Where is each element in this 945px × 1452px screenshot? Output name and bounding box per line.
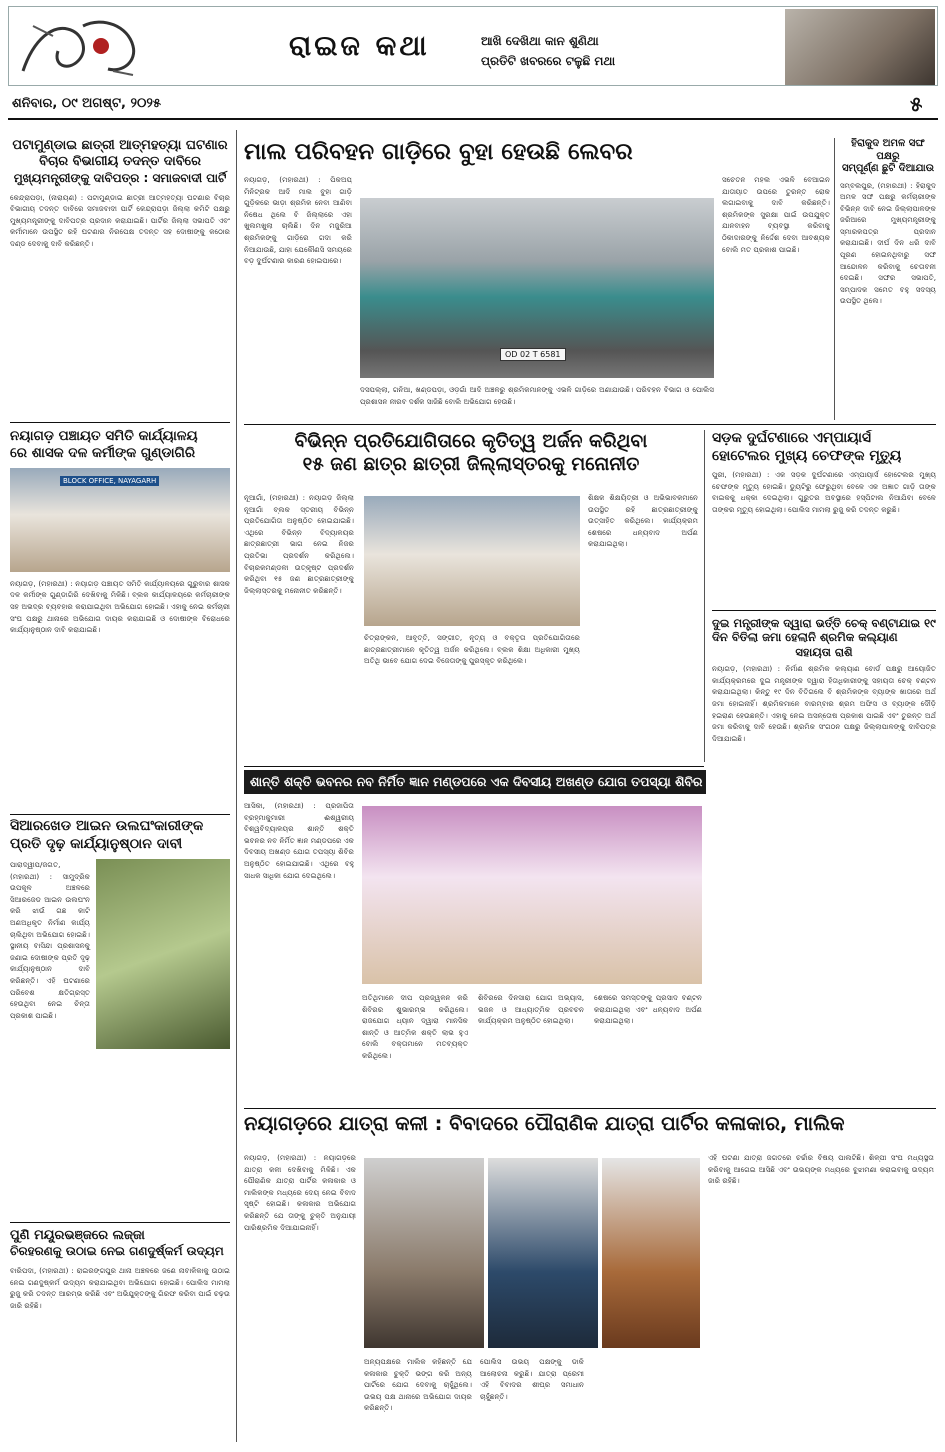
article-rule [10, 1222, 230, 1223]
headline-line: ନୟାଗଡ଼ ପଞ୍ଚାୟତ ସମିତି କାର୍ଯ୍ୟାଳୟ [10, 428, 198, 444]
article-workers [712, 616, 936, 1100]
article-jatra-body-3: ପୋଲିସ ଉଭୟ ପକ୍ଷଙ୍କୁ ଡାକି ଆଲୋଚନା କରୁଛି। ଯାତ୍ରା ପ୍ରେମୀ ଏହି ବିବାଦର ଶୀଘ୍ର ସମାଧାନ ଚାହୁଁଛନ୍ତି। [480, 1357, 584, 1401]
yoga-camp-photo [362, 806, 702, 984]
article-nayagarh-block-body: ନୟାଗଡ଼, (ମହାରଥୀ) : ନୟାଗଡ଼ ପଞ୍ଚାୟତ ସମିତି କାର୍ଯ୍ୟାଳୟରେ ଗୁରୁବାର ଶାସକ ଦଳ କର୍ମୀଙ୍କ ଗୁଣ୍ଡାଗିରି ଦେଖିବାକୁ ମିଳିଛି। ବ୍ଲକ କାର୍ଯ୍ୟାଳୟରେ କର୍ମଚାରୀଙ୍କ ସହ ଅଭଦ୍ର ବ୍ୟବହାର କରାଯାଇଥିବା ଅଭିଯୋଗ ହୋଇଛି। ଏହାକୁ ନେଇ କର୍ମଚାରୀ ସଂଘ ପକ୍ଷରୁ ଥାନାରେ ଅଭିଯୋଗ ଦାୟର କରାଯାଇଛି ଓ ଦୋଷୀଙ୍କ ବିରୋଧରେ କାର୍ଯ୍ୟାନୁଷ୍ଠାନ ଦାବି କରାଯାଇଛି। [10, 578, 230, 635]
header-rule [8, 118, 938, 120]
article-mayurbhanj-body: ବାରିପଦା, (ମହାରଥୀ) : ରାଇରଙ୍ଗପୁର ଥାନା ଅଞ୍ଚଳରେ ଜଣେ ନାବାଳିକାକୁ ଉଠାଇ ନେଇ ଗଣଦୁଷ୍କର୍ମ ଉଦ୍ୟମ କରାଯାଇଥିବା ଅଭିଯୋଗ ହୋଇଛି। ପୋଲିସ ମାମଲା ରୁଜୁ କରି ତଦନ୍ତ ଆରମ୍ଭ କରିଛି ଏବଂ ଅଭିଯୁକ୍ତଙ୍କୁ ଗିରଫ କରିବା ପାଇଁ ଚଢ଼ଉ ଜାରି ରହିଛି। [10, 1266, 230, 1311]
article-nayagarh-block-headline [10, 428, 230, 462]
article-students-body-3: ଶିକ୍ଷକ ଶିକ୍ଷୟିତ୍ରୀ ଓ ଅଭିଭାବକମାନେ ଉପସ୍ଥିତ ରହି ଛାତ୍ରଛାତ୍ରୀଙ୍କୁ ଉତ୍ସାହିତ କରିଥିଲେ। କାର୍ଯ୍ୟକ୍ରମ ଶେଷରେ ଧନ୍ୟବାଦ ଅର୍ପଣ କରାଯାଇଥିଲା। [588, 493, 698, 549]
article-mayurbhanj [10, 1228, 230, 1442]
column-divider [834, 138, 835, 420]
headline-line: ପୁଣି ମୟୂରଭଞ୍ଜରେ ଲଜ୍ଜା [10, 1228, 145, 1243]
masthead-logo-art [13, 11, 143, 81]
labour-truck-photo [360, 198, 714, 378]
article-workers-body: ନୟାଗଡ଼, (ମହାରଥୀ) : ନିର୍ମାଣ ଶ୍ରମିକ କଲ୍ୟାଣ ବୋର୍ଡ ପକ୍ଷରୁ ଆୟୋଜିତ କାର୍ଯ୍ୟକ୍ରମରେ ଦୁଇ ମନ୍ତ୍ରୀଙ୍କ ଦ୍ୱାରା ହିତାଧିକାରୀଙ୍କୁ ସହାୟତା ଚେକ୍ ବଣ୍ଟନ କରାଯାଇଥିଲା। କିନ୍ତୁ ୧୯ ଦିନ ବିତିଗଲେ ବି ଶ୍ରମିକଙ୍କ ବ୍ୟାଙ୍କ ଖାତାରେ ଅର୍ଥ ଜମା ହୋଇନାହିଁ। ଶ୍ରମିକମାନେ ବାରମ୍ବାର ଶ୍ରମ ଅଫିସ ଓ ବ୍ୟାଙ୍କ ଦୌଡ଼ି ହଇରାଣ ହେଉଛନ୍ତି। ଏହାକୁ ନେଇ ଅସନ୍ତୋଷ ପ୍ରକାଶ ପାଇଛି ଏବଂ ତୁରନ୍ତ ଅର୍ଥ ଜମା କରିବାକୁ ଦାବି ହେଉଛି। ଶ୍ରମିକ ସଂଗଠନ ପକ୍ଷରୁ ଜିଲ୍ଲାପାଳଙ୍କୁ ଦାବିପତ୍ର ଦିଆଯାଇଛି। [712, 664, 936, 743]
article-labour-headline: ମାଲ ପରିବହନ ଗାଡ଼ିରେ ବୁହା ହେଉଛି ଲେବର [244, 139, 633, 165]
masthead-title: ରାଇଜ କଥା [289, 29, 430, 62]
masthead-tagline-line-2: ପ୍ରତିଟି ଖବରରେ ଟଳୁଛି ମଥା [481, 54, 616, 68]
article-students-body-1: ନୂଆଗାଁ, (ମହାରଥୀ) : ନୟାଗଡ଼ ଜିଲ୍ଲା ନୂଆଗାଁ ବ୍ଲକ ସ୍ତରୀୟ ବିଭିନ୍ନ ପ୍ରତିଯୋଗିତା ଅନୁଷ୍ଠିତ ହୋଇଯାଇଛି। ଏଥିରେ ବିଭିନ୍ନ ବିଦ୍ୟାଳୟର ଛାତ୍ରଛାତ୍ରୀ ଭାଗ ନେଇ ନିଜର ପ୍ରତିଭା ପ୍ରଦର୍ଶନ କରିଥିଲେ। ବିଚାରକମଣ୍ଡଳୀ ଉତ୍କୃଷ୍ଟ ପ୍ରଦର୍ଶନ କରିଥିବା ୧୫ ଜଣ ଛାତ୍ରଛାତ୍ରୀଙ୍କୁ ଜିଲ୍ଲାସ୍ତରକୁ ମନୋନୀତ କରିଛନ୍ତି। [244, 493, 354, 595]
article-rule [10, 814, 230, 815]
tree-cutting-photo [96, 859, 230, 1049]
article-labour-body-3: ସଚେତନ ମହଲ ଏଭଳି ବେଆଇନ ଯାତାୟାତ ଉପରେ ତୁରନ୍ତ ରୋକ ଲଗାଇବାକୁ ଦାବି କରିଛନ୍ତି। ଶ୍ରମିକଙ୍କ ସୁରକ୍ଷା ପାଇଁ ଉପଯୁକ୍ତ ଯାନବାହନ ବ୍ୟବସ୍ଥା କରିବାକୁ ଠିକାଦାରଙ୍କୁ ନିର୍ଦ୍ଦେଶ ଦେବା ଆବଶ୍ୟକ ବୋଲି ମତ ପ୍ରକାଶ ପାଇଛି। [722, 175, 830, 254]
article-labour-body-2: ଦସପଲ୍ଲା, ଗନିଆ, ଖଣ୍ଡପଡ଼ା, ଓଡ଼ଗାଁ ଆଦି ଅଞ୍ଚଳରୁ ଶ୍ରମିକମାନଙ୍କୁ ଏଭଳି ଗାଡ଼ିରେ ଅଣାଯାଉଛି। ପରିବହନ ବିଭାଗ ଓ ପୋଲିସ ପ୍ରଶାସନ ନୀରବ ଦର୍ଶକ ସାଜିଛି ବୋଲି ଅଭିଯୋଗ ହେଉଛି। [360, 385, 714, 406]
article-patamundai-headline [10, 138, 230, 186]
headline-line: ସିଆରଖେଡ ଆଇନ ଉଲଘଂକାରୀଙ୍କ [10, 818, 204, 834]
article-yoga-body-1: ଆସିକା, (ମହାରଥୀ) : ପ୍ରଜାପିତା ବ୍ରହ୍ମାକୁମାରୀ ଈଶ୍ୱରୀୟ ବିଶ୍ୱବିଦ୍ୟାଳୟର ଶାନ୍ତି ଶକ୍ତି ଭବନର ନବ ନିର୍ମିତ ଜ୍ଞାନ ମଣ୍ଡପରେ ଏକ ଦିବସୀୟ ଅଖଣ୍ଡ ଯୋଗ ତପସ୍ୟା ଶିବିର ଅନୁଷ୍ଠିତ ହୋଇଯାଇଛି। ଏଥିରେ ବହୁ ସାଧକ ସାଧିକା ଯୋଗ ଦେଇଥିଲେ। [244, 801, 354, 880]
article-students [244, 430, 698, 762]
headline-line: ଦିନ ବିତିଲା ଜମା ହେଲାନି ଶ୍ରମିକ କଲ୍ୟାଣ [712, 630, 898, 645]
article-hotel-body: ପୁରୀ, (ମହାରଥୀ) : ଏକ ସଡ଼କ ଦୁର୍ଘଟଣାରେ ଏମ୍ପାୟାର୍ସ ହୋଟେଲର ମୁଖ୍ୟ ଚେଫଙ୍କ ମୃତ୍ୟୁ ହୋଇଛି। ଡ୍ୟୁଟିରୁ ଫେରୁଥିବା ବେଳେ ଏକ ଅଜ୍ଞାତ ଗାଡ଼ି ତାଙ୍କ ବାଇକକୁ ଧକ୍କା ଦେଇଥିଲା। ଗୁରୁତର ଅବସ୍ଥାରେ ହସ୍ପିଟାଲ ନିଆଯିବା ବେଳେ ତାଙ୍କର ମୃତ୍ୟୁ ହୋଇଥିଲା। ପୋଲିସ ମାମଲା ରୁଜୁ କରି ତଦନ୍ତ କରୁଛି। [712, 470, 936, 514]
headline-line: ମୁଖ୍ୟମନ୍ତ୍ରୀଙ୍କୁ ଦାବିପତ୍ର : ସମାଜବାଦୀ ପାର୍ଟି [13, 170, 227, 185]
headline-line: ରେ ଶାସକ ଦଳ କର୍ମୀଙ୍କ ଗୁଣ୍ଡାଗିରି [10, 444, 196, 461]
headline-line: ବିଭିନ୍ନ ପ୍ରତିଯୋଗିତାରେ କୃତିତ୍ୱ ଅର୍ଜନ କରିଥିବା [294, 431, 648, 452]
masthead [8, 6, 938, 86]
article-jatra-body-2: ଅନ୍ୟପକ୍ଷରେ ମାଲିକ କହିଛନ୍ତି ଯେ କଳାକାର ଚୁକ୍ତି ଭଙ୍ଗ କରି ଅନ୍ୟ ପାର୍ଟିରେ ଯୋଗ ଦେବାକୁ ଚାହୁଁଥିଲେ। ଉଭୟ ପକ୍ଷ ଥାନାରେ ଅଭିଯୋଗ ଦାୟର କରିଛନ୍ତି। [364, 1357, 472, 1413]
article-jatra-body-1: ନୟାଗଡ଼, (ମହାରଥୀ) : ନୟାଗଡ଼ରେ ଯାତ୍ରା କଳୀ ଦେଖିବାକୁ ମିଳିଛି। ଏକ ପୌରାଣିକ ଯାତ୍ରା ପାର୍ଟିର କଳାକାର ଓ ମାଲିକଙ୍କ ମଧ୍ୟରେ ଦେୟ ନେଇ ବିବାଦ ସୃଷ୍ଟି ହୋଇଛି। କଳାକାର ଅଭିଯୋଗ କରିଛନ୍ତି ଯେ ତାଙ୍କୁ ଚୁକ୍ତି ଅନୁଯାୟୀ ପାରିଶ୍ରମିକ ଦିଆଯାଇନାହିଁ। [244, 1153, 356, 1232]
article-hotel [712, 430, 936, 606]
article-patamundai [10, 138, 230, 414]
article-jatra-body-4: ଏହି ଘଟଣା ଯାତ୍ରା ଜଗତରେ ଚର୍ଚ୍ଚାର ବିଷୟ ପାଲଟିଛି। ଶିଳ୍ପୀ ସଂଘ ମଧ୍ୟସ୍ଥତା କରିବାକୁ ଆଗେଇ ଆସିଛି ଏବଂ ଉଭୟଙ୍କ ମଧ୍ୟରେ ବୁଝାମଣା କରାଇବାକୁ ଉଦ୍ୟମ ଜାରି ରହିଛି। [708, 1153, 934, 1186]
article-siarakhed-headline [10, 818, 230, 853]
article-yoga-body-4: ଶେଷରେ ସମସ୍ତଙ୍କୁ ପ୍ରସାଦ ବଣ୍ଟନ କରାଯାଇଥିଲା ଏବଂ ଧନ୍ୟବାଦ ଅର୍ପଣ କରାଯାଇଥିଲା। [594, 993, 702, 1026]
jatra-artist-photo-2 [602, 1158, 700, 1348]
article-students-body-2: ଚିତ୍ରାଙ୍କନ, ଆବୃତ୍ତି, ସଙ୍ଗୀତ, ନୃତ୍ୟ ଓ ବକ୍ତୃତା ପ୍ରତିଯୋଗିତାରେ ଛାତ୍ରଛାତ୍ରୀମାନେ କୃତିତ୍ୱ ଅର୍ଜନ କରିଥିଲେ। ବ୍ଲକ ଶିକ୍ଷା ଅଧିକାରୀ ମୁଖ୍ୟ ଅତିଥି ଭାବେ ଯୋଗ ଦେଇ ବିଜେତାଙ୍କୁ ପୁରସ୍କୃତ କରିଥିଲେ। [364, 633, 580, 666]
article-hirakud [840, 138, 936, 420]
article-yoga-body-3: ଶିବିରରେ ଦିନସାରା ଯୋଗ ଅଭ୍ୟାସ, ଭଜନ ଓ ଆଧ୍ୟାତ୍ମିକ ପ୍ରବଚନ କାର୍ଯ୍ୟକ୍ରମ ଅନୁଷ୍ଠିତ ହୋଇଥିଲା। [478, 993, 584, 1026]
article-siarakhed [10, 818, 230, 1218]
article-mayurbhanj-headline [10, 1228, 230, 1259]
headline-line: ଚିରହରଣକୁ ଉଠାଇ ନେଇ ଗଣଦୁର୍ଷ୍କର୍ମ ଉଦ୍ୟମ [10, 1244, 224, 1259]
masthead-tagline-line-1: ଆଖି ଦେଖିଥା କାନ ଶୁଣିଥା [481, 34, 599, 48]
article-yoga-headline: ଶାନ୍ତି ଶକ୍ତି ଭବନର ନବ ନିର୍ମିତ ଜ୍ଞାନ ମଣ୍ଡପରେ ଏକ ଦିବସୀୟ ଅଖଣ୍ଡ ଯୋଗ ତପସ୍ୟା ଶିବିର [244, 770, 706, 794]
article-rule [244, 1108, 936, 1109]
article-yoga [244, 770, 706, 1100]
jatra-owner-photo [488, 1158, 598, 1348]
article-yoga-body-2: ଅତିଥିମାନେ ଦୀପ ପ୍ରଜ୍ୱଳନ କରି ଶିବିରର ଶୁଭାରମ୍ଭ କରିଥିଲେ। ରାଜଯୋଗ ଧ୍ୟାନ ଦ୍ୱାରା ମାନସିକ ଶାନ୍ତି ଓ ଆତ୍ମିକ ଶକ୍ତି ଲାଭ ହୁଏ ବୋଲି ବକ୍ତାମାନେ ମତବ୍ୟକ୍ତ କରିଥିଲେ। [362, 993, 468, 1060]
article-jatra-headline: ନୟାଗଡ଼ରେ ଯାତ୍ରା କଳୀ : ବିବାଦରେ ପୌରାଣିକ ଯାତ୍ରା ପାର୍ଟିର କଳାକାର, ମାଲିକ [244, 1112, 845, 1135]
headline-line: ଦୁଇ ମନ୍ତ୍ରୀଙ୍କ ଦ୍ୱାରା ଭର୍ତ୍ତି ଚେକ୍ ବଣ୍ଟାଯାଇ ୧୯ [712, 616, 936, 630]
article-rule [712, 610, 936, 611]
article-nayagarh-block [10, 428, 230, 808]
article-patamundai-body: କେନ୍ଦ୍ରାପଡ଼ା, (ନାରାୟଣ) : ପଟାମୁଣ୍ଡାଇ ଛାତ୍ରୀ ଆତ୍ମହତ୍ୟା ଘଟଣାର ବିଚାର ବିଭାଗୀୟ ତଦନ୍ତ ଦାବିରେ ସମାଜବାଦୀ ପାର୍ଟି କେନ୍ଦ୍ରାପଡ଼ା ଜିଲ୍ଲା କମିଟି ପକ୍ଷରୁ ମୁଖ୍ୟମନ୍ତ୍ରୀଙ୍କୁ ଦାବିପତ୍ର ପ୍ରଦାନ କରାଯାଇଛି। ପାର୍ଟିର ଜିଲ୍ଲା ସଭାପତି ଏବଂ କର୍ମୀମାନେ ଉପସ୍ଥିତ ରହି ଘଟଣାର ନିରପେକ୍ଷ ତଦନ୍ତ ସହ ଦୋଷୀଙ୍କୁ କଠୋର ଦଣ୍ଡ ଦେବାକୁ ଦାବି କରିଛନ୍ତି। [10, 192, 230, 248]
article-hirakud-body: ସମ୍ବଲପୁର, (ମହାରଥୀ) : ହିରାକୁଦ ଅମଳ ସଙ୍ଘ ପକ୍ଷରୁ କର୍ମଚାରୀଙ୍କ ବିଭିନ୍ନ ଦାବି ନେଇ ଜିଲ୍ଲାପାଳଙ୍କ ଜରିଆରେ ମୁଖ୍ୟମନ୍ତ୍ରୀଙ୍କୁ ସ୍ମାରକପତ୍ର ପ୍ରଦାନ କରାଯାଇଛି। ଦୀର୍ଘ ଦିନ ଧରି ଦାବି ପୂରଣ ହୋଇନଥିବାରୁ ସଙ୍ଘ ଆନ୍ଦୋଳନ କରିବାକୁ ଚେତାବନୀ ଦେଇଛି। ସଙ୍ଘର ସଭାପତି, ସମ୍ପାଦକ ସମେତ ବହୁ ସଦସ୍ୟ ଉପସ୍ଥିତ ଥିଲେ। [840, 180, 936, 306]
article-rule [10, 422, 230, 423]
article-hotel-headline [712, 430, 936, 465]
article-labour-body-1: ନୟାଗଡ଼, (ମହାରଥୀ) : ପିକଅପ୍ ମିନିଟ୍ରକ ଆଦି ମାଲ ବୁହା ଗାଡ଼ି ଗୁଡ଼ିକରେ ଭାଡ଼ା ଶ୍ରମିକ ନେବା ଆଣିବା ନିଷେଧ ଥିଲେ ବି ଜିଲ୍ଲାରେ ଏହା ଖୁଲମଖୁଲା ଚାଲିଛି। ଦିନ ମଜୁରିଆ ଶ୍ରମିକଙ୍କୁ ଗାଡ଼ିରେ ଗଦା କରି ନିଆଯାଉଛି, ଯାହା ଯେକୌଣସି ସମୟରେ ବଡ଼ ଦୁର୍ଘଟଣାର କାରଣ ହୋଇପାରେ। [244, 175, 352, 266]
headline-line: ବିଚାର ବିଭାଗୀୟ ତଦନ୍ତ ଦାବିରେ [39, 154, 201, 170]
headline-line: ସଡ଼କ ଦୁର୍ଘଟଣାରେ ଏମ୍ପାୟାର୍ସ [712, 430, 872, 446]
article-rule [244, 766, 704, 767]
article-jatra [244, 1112, 936, 1444]
headline-line: ହୋଟେଲର ମୁଖ୍ୟ ଚେଫଙ୍କ ମୃତ୍ୟୁ [712, 447, 902, 464]
masthead-child-photo [785, 9, 935, 85]
article-rule [244, 424, 936, 425]
article-hirakud-headline [840, 138, 936, 176]
headline-line: ହିରାକୁଦ ଅମଳ ସଙ୍ଘ ପକ୍ଷରୁ [851, 138, 925, 162]
dateline: ଶନିବାର, ୦୯ ଅଗଷ୍ଟ, ୨୦୨୫ [12, 96, 161, 111]
headline-line: ୧୫ ଜଣ ଛାତ୍ର ଛାତ୍ରୀ ଜିଲ୍ଲାସ୍ତରକୁ ମନୋନୀତ [302, 454, 640, 476]
truck-number-plate: OD 02 T 6581 [500, 348, 566, 361]
article-labour [244, 138, 830, 420]
jatra-artist-photo-1 [364, 1158, 484, 1348]
article-workers-headline [712, 616, 936, 659]
headline-line: ସହାୟତା ରାଶି [795, 644, 853, 659]
article-siarakhed-body: ପାରାଦ୍ୱୀପ/ଜଗତ, (ମହାରଥୀ) : ସାମୁଦ୍ରିକ ଉପକୂଳ ଅଞ୍ଚଳରେ ସିଆରଜେଡ ଆଇନ ଉଲଘଂନ କରି ଝାଉଁ ଗଛ କାଟି ଅଣଅଧିକୃତ ନିର୍ମାଣ କାର୍ଯ୍ୟ ଚାଲିଥିବା ଅଭିଯୋଗ ହୋଇଛି। ସ୍ଥାନୀୟ ବାସିନ୍ଦା ପ୍ରଶାସନକୁ ଜଣାଇ ଦୋଷୀଙ୍କ ପ୍ରତି ଦୃଢ଼ କାର୍ଯ୍ୟାନୁଷ୍ଠାନ ଦାବି କରିଛନ୍ତି। ଏହି ଘଟଣାରେ ପରିବେଶ କ୍ଷତିଗ୍ରସ୍ତ ହେଉଥିବା ନେଇ ଚିନ୍ତା ପ୍ରକାଶ ପାଇଛି। [10, 860, 90, 1020]
block-office-sign: BLOCK OFFICE, NAYAGARH [60, 476, 159, 486]
students-meeting-photo [364, 496, 580, 626]
block-office-photo [10, 468, 230, 572]
page-number: ୫ [910, 92, 923, 116]
headline-line: ପଟାମୁଣ୍ଡାଇ ଛାତ୍ରୀ ଆତ୍ମହତ୍ୟା ଘଟଣାର [12, 138, 228, 153]
masthead-tagline [481, 31, 615, 71]
column-divider [236, 130, 237, 1442]
headline-line: ପ୍ରତି ଦୃଢ଼ କାର୍ଯ୍ୟାନୁଷ୍ଠାନ ଦାବୀ [10, 835, 183, 852]
headline-line: ସମ୍ପୂର୍ଣ୍ଣ ଛୁଟି ଦିଆଯାଉ [841, 163, 935, 174]
article-students-headline [244, 430, 698, 476]
column-divider [704, 430, 705, 762]
